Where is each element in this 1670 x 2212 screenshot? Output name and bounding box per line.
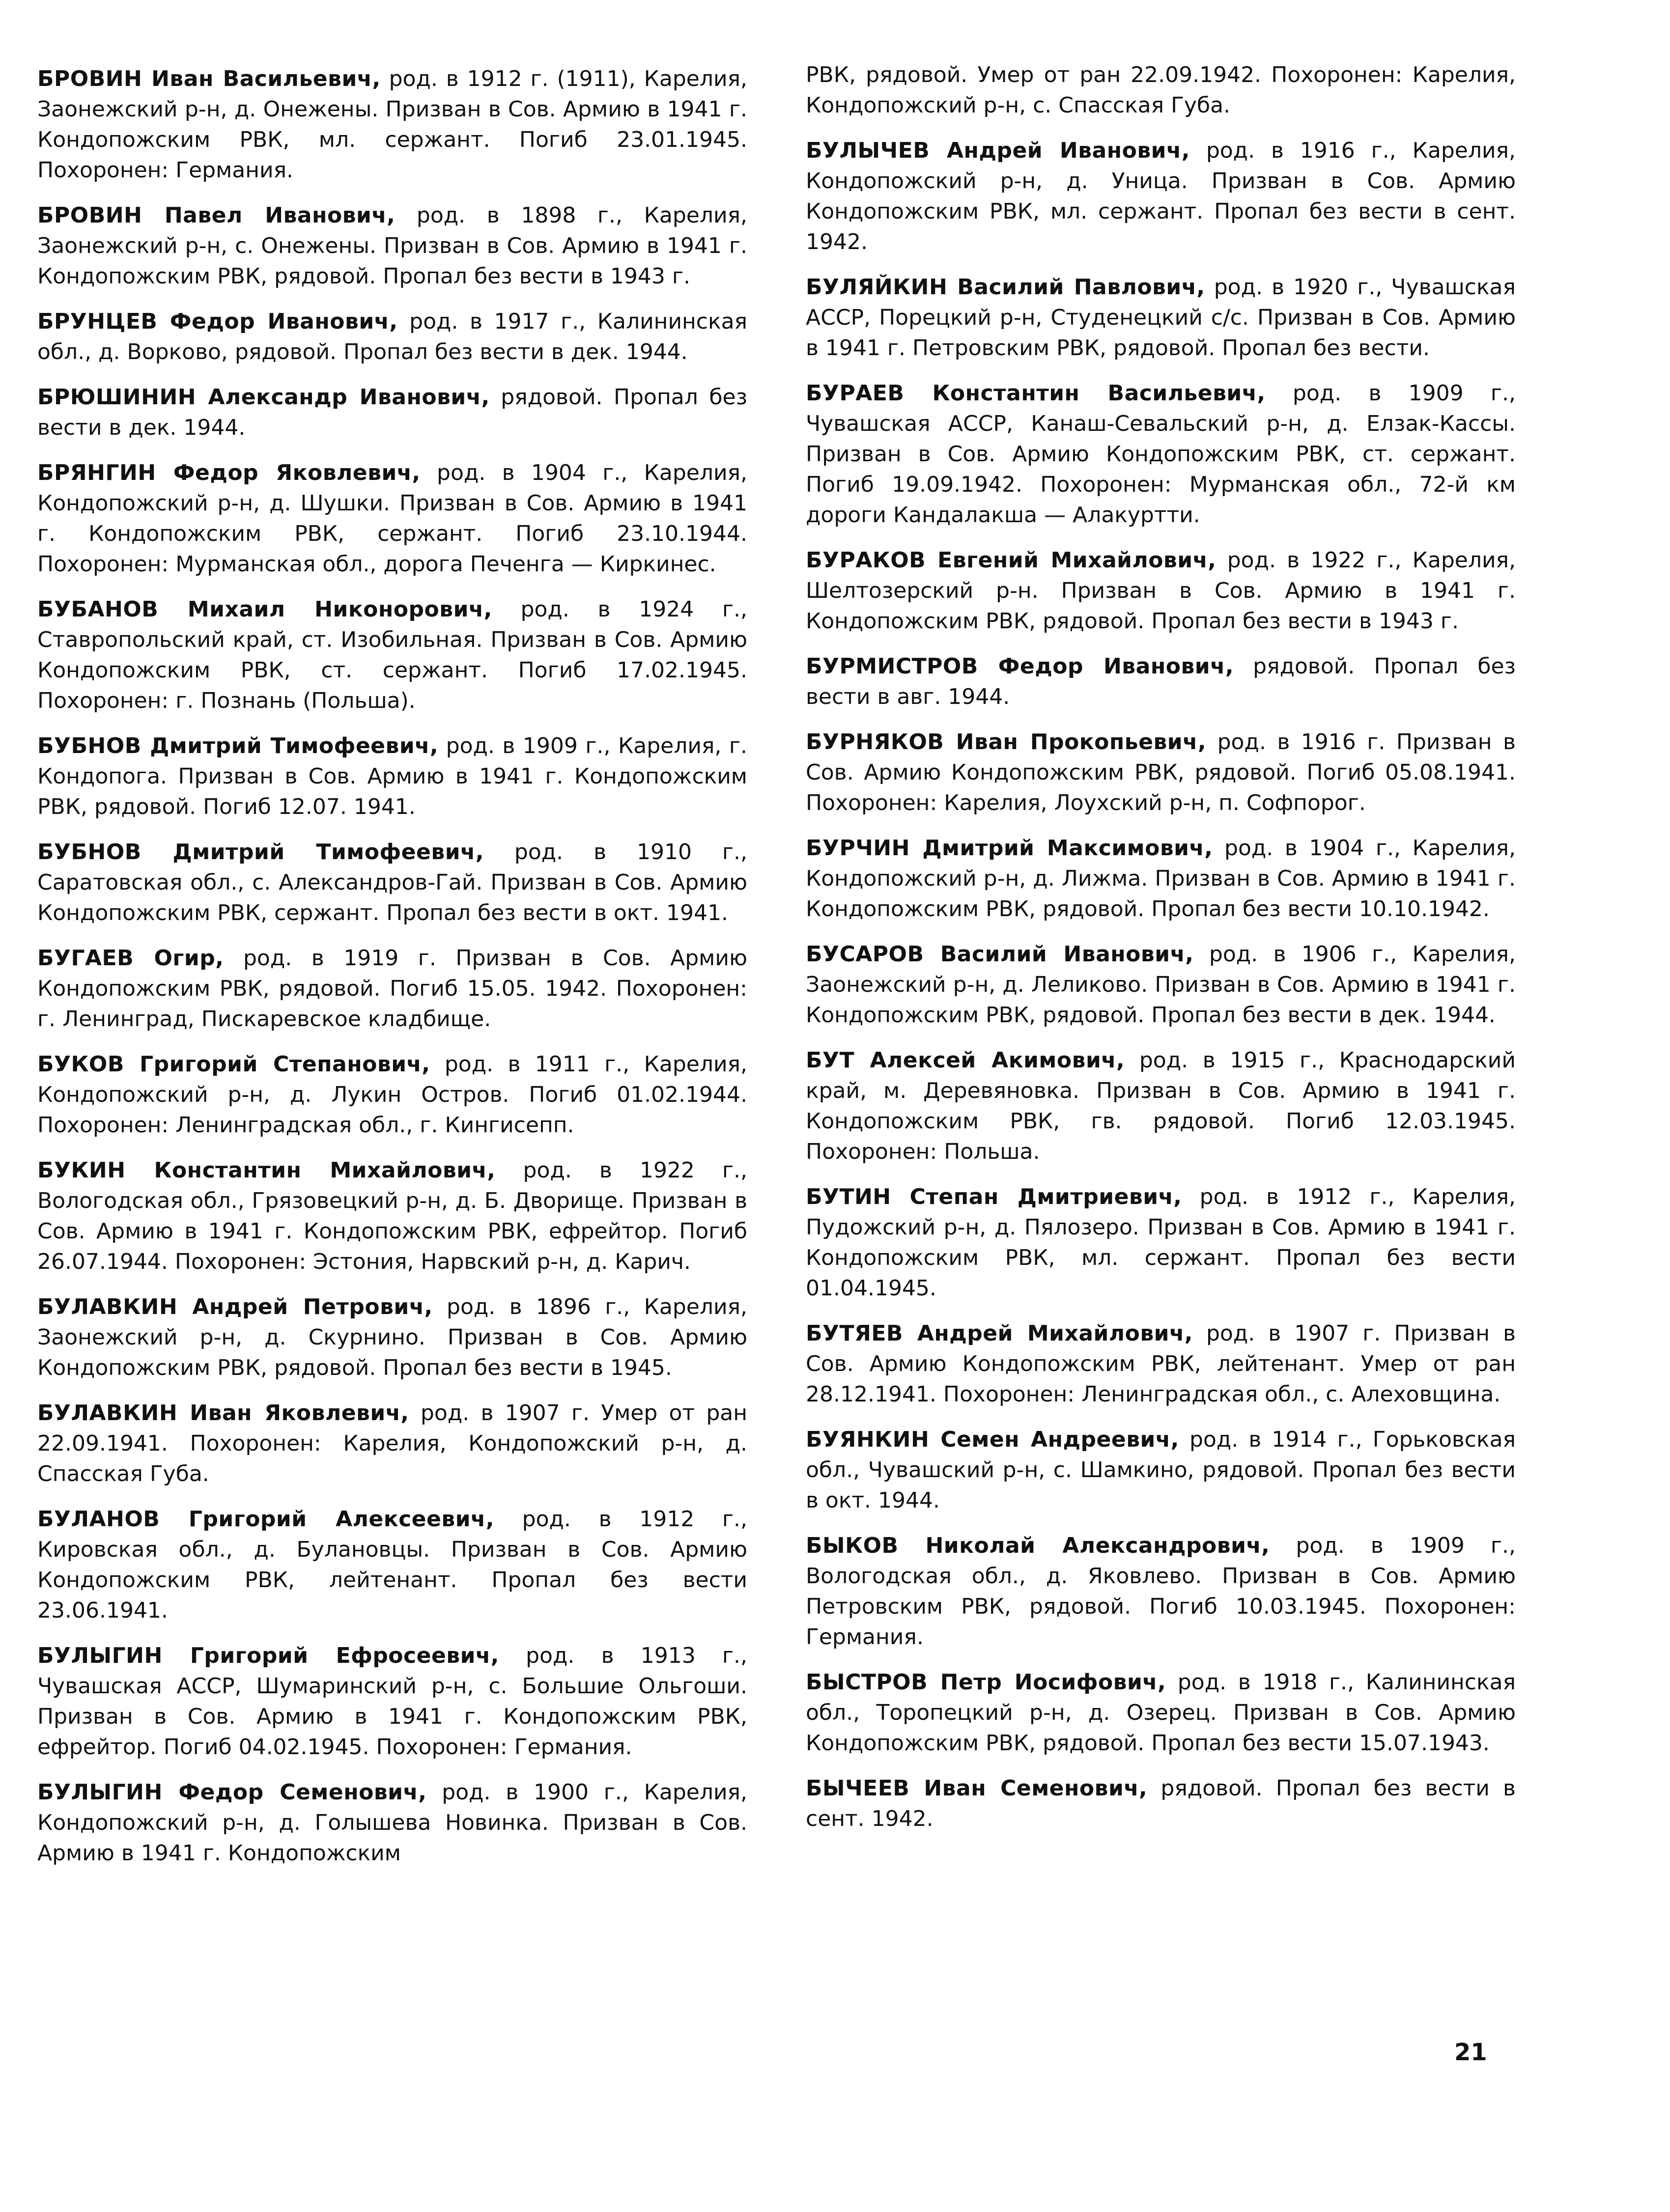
entry-name: БЫСТРОВ Петр Иосифович,	[806, 1670, 1166, 1695]
entry-name: БУБНОВ Дмитрий Тимофеевич,	[37, 840, 484, 865]
entry-text: род. в 1912 г., Кировская обл., д. Булановцы. Призван в Сов. Армию Кондопожским РВК, лейтенант. Пропал без вести 23.06.1941.	[37, 1507, 748, 1623]
entry	[37, 1777, 747, 1869]
entry-text: род. в 1920 г., Чувашская АССР, Порецкий р-н, Студенецкий с/с. Призван в Сов. Армию в 1941 г. Петровским РВК, рядовой. Пропал без вести.	[806, 275, 1516, 361]
entry-text: род. в 1912 г., Карелия, Пудожский р-н, д. Пялозеро. Призван в Сов. Армию в 1941 г. Кондопожским РВК, мл. сержант. Пропал без вести 01.04.1945.	[806, 1184, 1516, 1301]
entry	[806, 1182, 1516, 1304]
entry-name: БУКИН Константин Михайлович,	[37, 1158, 496, 1183]
entry-text: род. в 1911 г., Карелия, Кондопожский р-н, д. Лукин Остров. Погиб 01.02.1944. Похоронен: Ленинградская обл., г. Кингисепп.	[37, 1052, 747, 1138]
entry	[806, 1667, 1516, 1759]
entry-name: БУТЯЕВ Андрей Михайлович,	[806, 1321, 1193, 1346]
entry-name: БУЛЫЧЕВ Андрей Иванович,	[806, 138, 1190, 163]
entry	[806, 1773, 1516, 1834]
entry	[37, 1398, 747, 1489]
entry-text: род. в 1904 г., Карелия, Кондопожский р-н, д. Лижма. Призван в Сов. Армию в 1941 г. Кондопожским РВК, рядовой. Пропал без вести 10.10.1942.	[806, 836, 1516, 922]
entry-text: рядовой. Пропал без вести в сент. 1942.	[806, 1776, 1516, 1831]
entry	[37, 731, 747, 822]
entry-text: род. в 1917 г., Калининская обл., д. Ворково, рядовой. Пропал без вести в дек. 1944.	[37, 309, 747, 364]
entry	[37, 458, 747, 580]
entry-name: БУЛЫГИН Федор Семенович,	[37, 1780, 427, 1805]
entry	[37, 64, 747, 186]
entry	[806, 727, 1516, 818]
entry-name: БУГАЕВ Огир,	[37, 946, 224, 971]
entry	[806, 272, 1516, 364]
entry	[37, 382, 747, 443]
entry-text: род. в 1922 г., Карелия, Шелтозерский р-н. Призван в Сов. Армию в 1941 г. Кондопожским РВК, рядовой. Пропал без вести в 1943 г.	[806, 548, 1516, 634]
entry-name: БУТИН Степан Дмитриевич,	[806, 1184, 1182, 1209]
entry	[37, 837, 747, 928]
entry-name: БУТ Алексей Акимович,	[806, 1048, 1125, 1073]
entry-text: род. в 1924 г., Ставропольский край, ст. Изобильная. Призван в Сов. Армию Кондопожским РВК, ст. сержант. Погиб 17.02.1945. Похоронен: г. Познань (Польша).	[37, 597, 747, 713]
entry-text: род. в 1900 г., Карелия, Кондопожский р-н, д. Голышева Новинка. Призван в Сов. Армию в 1941 г. Кондопожским	[37, 1780, 747, 1866]
entry-text: род. в 1909 г., Вологодская обл., д. Яковлево. Призван в Сов. Армию Петровским РВК, рядовой. Погиб 10.03.1945. Похоронен: Германия.	[806, 1533, 1516, 1650]
entry	[37, 1155, 747, 1277]
entry	[37, 1292, 747, 1383]
entry	[37, 594, 747, 716]
entry-text: род. в 1919 г. Призван в Сов. Армию Кондопожским РВК, рядовой. Погиб 15.05. 1942. Похоронен: г. Ленинград, Пискаревское кладбище.	[37, 946, 747, 1032]
entry-name: БУБАНОВ Михаил Никонорович,	[37, 597, 492, 622]
entry-text: род. в 1907 г. Умер от ран 22.09.1941. Похоронен: Карелия, Кондопожский р-н, д. Спасская Губа.	[37, 1400, 748, 1486]
entry-text: род. в 1922 г., Вологодская обл., Грязовецкий р-н, д. Б. Дворище. Призван в Сов. Армию в 1941 г. Кондопожским РВК, ефрейтор. Погиб 26.07.1944. Похоронен: Эстония, Нарвский р-н, д. Карич.	[37, 1158, 747, 1274]
entry	[806, 833, 1516, 924]
entry-name: БУЛЯЙКИН Василий Павлович,	[806, 275, 1205, 300]
entry	[806, 1425, 1516, 1516]
entry-name: БУЛАВКИН Андрей Петрович,	[37, 1294, 433, 1319]
entry	[806, 136, 1516, 257]
entry-name: БРОВИН Павел Иванович,	[37, 203, 396, 228]
entry	[37, 943, 747, 1035]
entry	[37, 1049, 747, 1141]
entry-name: БУБНОВ Дмитрий Тимофеевич,	[37, 733, 439, 758]
entry-name: БУЯНКИН Семен Андреевич,	[806, 1427, 1179, 1452]
entry	[806, 939, 1516, 1031]
entry-text: род. в 1912 г. (1911), Карелия, Заонежский р-н, д. Онежены. Призван в Сов. Армию в 1941 г. Кондопожским РВК, мл. сержант. Погиб 23.01.1945. Похоронен: Германия.	[37, 66, 748, 183]
entry-name: БУРАКОВ Евгений Михайлович,	[806, 548, 1217, 573]
entry-name: БРОВИН Иван Васильевич,	[37, 66, 381, 91]
left-column	[37, 64, 747, 1883]
entry-text: род. в 1914 г., Горьковская обл., Чувашский р-н, с. Шамкино, рядовой. Пропал без вести в окт. 1944.	[806, 1427, 1516, 1513]
right-column	[806, 64, 1516, 1849]
entry-text: род. в 1909 г., Чувашская АССР, Канаш-Севальский р-н, д. Елзак-Кассы. Призван в Сов. Армию Кондопожским РВК, ст. сержант. Погиб 19.09.1942. Похоронен: Мурманская обл., 72-й км дороги Кандалакша — Алакуртти.	[806, 381, 1516, 528]
entry-text: род. в 1913 г., Чувашская АССР, Шумаринский р-н, с. Большие Ольгоши. Призван в Сов. Армию в 1941 г. Кондопожским РВК, ефрейтор. Погиб 04.02.1945. Похоронен: Германия.	[37, 1643, 748, 1760]
entry-text: род. в 1907 г. Призван в Сов. Армию Кондопожским РВК, лейтенант. Умер от ран 28.12.1941. Похоронен: Ленинградская обл., с. Алеховщина.	[806, 1321, 1516, 1407]
entry-text: род. в 1904 г., Карелия, Кондопожский р-н, д. Шушки. Призван в Сов. Армию в 1941 г. Кондопожским РВК, сержант. Погиб 23.10.1944. Похоронен: Мурманская обл., дорога Печенга — Киркинес.	[37, 460, 747, 577]
entry	[806, 1531, 1516, 1652]
entry-name: БРУНЦЕВ Федор Иванович,	[37, 309, 398, 334]
entry-text: род. в 1898 г., Карелия, Заонежский р-н, с. Онежены. Призван в Сов. Армию в 1941 г. Кондопожским РВК, рядовой. Пропал без вести в 1943 г.	[37, 203, 748, 289]
entry-name: БУЛАНОВ Григорий Алексеевич,	[37, 1507, 494, 1532]
entry-name: БУКОВ Григорий Степанович,	[37, 1052, 430, 1077]
entry	[37, 1504, 747, 1626]
entry-continuation: РВК, рядовой. Умер от ран 22.09.1942. Похоронен: Карелия, Кондопожский р-н, с. Спасская Губа.	[806, 62, 1516, 118]
entry-name: БРЮШИНИН Александр Иванович,	[37, 385, 490, 410]
entry-text: рядовой. Пропал без вести в дек. 1944.	[37, 385, 747, 440]
entry-text: род. в 1916 г., Карелия, Кондопожский р-н, д. Уница. Призван в Сов. Армию Кондопожским РВК, мл. сержант. Пропал без вести в сент. 1942.	[806, 138, 1516, 254]
entry	[37, 200, 747, 292]
entry	[806, 1045, 1516, 1167]
entry-name: БЫЧЕЕВ Иван Семенович,	[806, 1776, 1148, 1801]
entry-text: рядовой. Пропал без вести в авг. 1944.	[806, 654, 1516, 709]
entry-name: БЫКОВ Николай Александрович,	[806, 1533, 1270, 1558]
entry	[806, 545, 1516, 637]
entry-name: БУСАРОВ Василий Иванович,	[806, 942, 1194, 967]
entry-text: род. в 1915 г., Краснодарский край, м. Деревяновка. Призван в Сов. Армию в 1941 г. Кондопожским РВК, гв. рядовой. Погиб 12.03.1945. Похоронен: Польша.	[806, 1048, 1516, 1164]
entry	[37, 307, 747, 367]
entry-name: БУРАЕВ Константин Васильевич,	[806, 381, 1266, 406]
entry	[806, 651, 1516, 712]
entry-name: БУРЧИН Дмитрий Максимович,	[806, 836, 1213, 861]
entry-name: БУРНЯКОВ Иван Прокопьевич,	[806, 729, 1207, 755]
entry-text: род. в 1909 г., Карелия, г. Кондопога. Призван в Сов. Армию в 1941 г. Кондопожским РВК, рядовой. Погиб 12.07. 1941.	[37, 733, 748, 819]
page-number: 21	[1454, 2039, 1487, 2066]
entry-text: род. в 1896 г., Карелия, Заонежский р-н, д. Скурнино. Призван в Сов. Армию Кондопожским РВК, рядовой. Пропал без вести в 1945.	[37, 1294, 747, 1380]
entry	[806, 378, 1516, 531]
entry-text: род. в 1910 г., Саратовская обл., с. Александров-Гай. Призван в Сов. Армию Кондопожским РВК, сержант. Пропал без вести в окт. 1941.	[37, 840, 748, 925]
entry	[37, 1641, 747, 1763]
entry-name: БРЯНГИН Федор Яковлевич,	[37, 460, 421, 485]
entry	[806, 1318, 1516, 1410]
entry-name: БУЛЫГИН Григорий Ефросеевич,	[37, 1643, 499, 1668]
entry-name: БУРМИСТРОВ Федор Иванович,	[806, 654, 1234, 679]
entry-name: БУЛАВКИН Иван Яковлевич,	[37, 1400, 409, 1426]
entry-text: род. в 1918 г., Калининская обл., Торопецкий р-н, д. Озерец. Призван в Сов. Армию Кондопожским РВК, рядовой. Пропал без вести 15.07.1943.	[806, 1670, 1516, 1756]
entry-text: род. в 1916 г. Призван в Сов. Армию Кондопожским РВК, рядовой. Погиб 05.08.1941. Похоронен: Карелия, Лоухский р-н, п. Софпорог.	[806, 729, 1516, 815]
entry-text: род. в 1906 г., Карелия, Заонежский р-н, д. Леликово. Призван в Сов. Армию в 1941 г. Кондопожским РВК, рядовой. Пропал без вести в дек. 1944.	[806, 942, 1516, 1028]
